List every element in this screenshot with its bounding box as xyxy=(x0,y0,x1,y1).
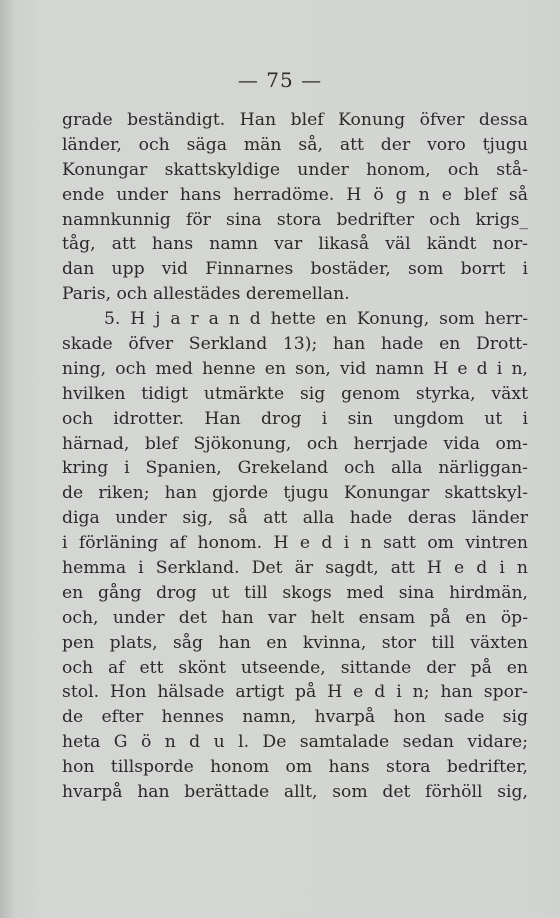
text-line: i förläning af honom. H e d i n satt om vintren xyxy=(62,533,528,554)
text-line: hon tillsporde honom om hans stora bedrifter, xyxy=(62,757,528,778)
text-line: heta G ö n d u l. De samtalade sedan vidare; xyxy=(62,732,528,753)
text-line: kring i Spanien, Grekeland och alla närliggan- xyxy=(62,458,528,479)
text-line: hvarpå han berättade allt, som det förhöll sig, xyxy=(62,782,528,803)
text-line: och, under det han var helt ensam på en öp- xyxy=(62,607,528,628)
text-line: och af ett skönt utseende, sittande der på en xyxy=(62,657,528,678)
text-line: grade beständigt. Han blef Konung öfver dessa xyxy=(62,110,528,130)
text-line: och idrotter. Han drog i sin ungdom ut i xyxy=(62,408,528,429)
text-line: 5. H j a r a n d hette en Konung, som herr- xyxy=(104,309,528,330)
text-line: dan upp vid Finnarnes bostäder, som borrt i xyxy=(62,259,528,280)
text-line: ende under hans herradöme. H ö g n e blef så xyxy=(62,184,528,205)
text-line: de efter hennes namn, hvarpå hon sade sig xyxy=(62,707,528,728)
text-line: de riken; han gjorde tjugu Konungar skattskyl- xyxy=(62,483,528,504)
text-line: skade öfver Serkland 13); han hade en Drott- xyxy=(62,334,528,355)
text-line: Konungar skattskyldige under honom, och stå- xyxy=(62,159,528,180)
text-line: namnkunnig för sina stora bedrifter och krigs_ xyxy=(62,209,528,230)
text-line: diga under sig, så att alla hade deras länder xyxy=(62,508,528,529)
text-line: ning, och med henne en son, vid namn H e d i n, xyxy=(62,358,528,379)
text-line: Paris, och allestädes deremellan. xyxy=(62,284,350,305)
text-line: hemma i Serkland. Det är sagdt, att H e d i n xyxy=(62,558,528,579)
text-line: stol. Hon hälsade artigt på H e d i n; han spor- xyxy=(62,682,528,703)
text-line: hvilken tidigt utmärkte sig genom styrka, växt xyxy=(62,383,528,404)
text-line: en gång drog ut till skogs med sina hirdmän, xyxy=(62,582,528,603)
page-number: — 75 — xyxy=(237,68,323,92)
text-line: länder, och säga män så, att der voro tjugu xyxy=(62,134,528,155)
text-line: tåg, att hans namn var likaså väl kändt nor- xyxy=(62,234,528,255)
body-text xyxy=(62,108,528,805)
text-line: härnad, blef Sjökonung, och herrjade vida om- xyxy=(62,433,528,454)
text-line: pen plats, såg han en kvinna, stor till växten xyxy=(62,632,528,653)
